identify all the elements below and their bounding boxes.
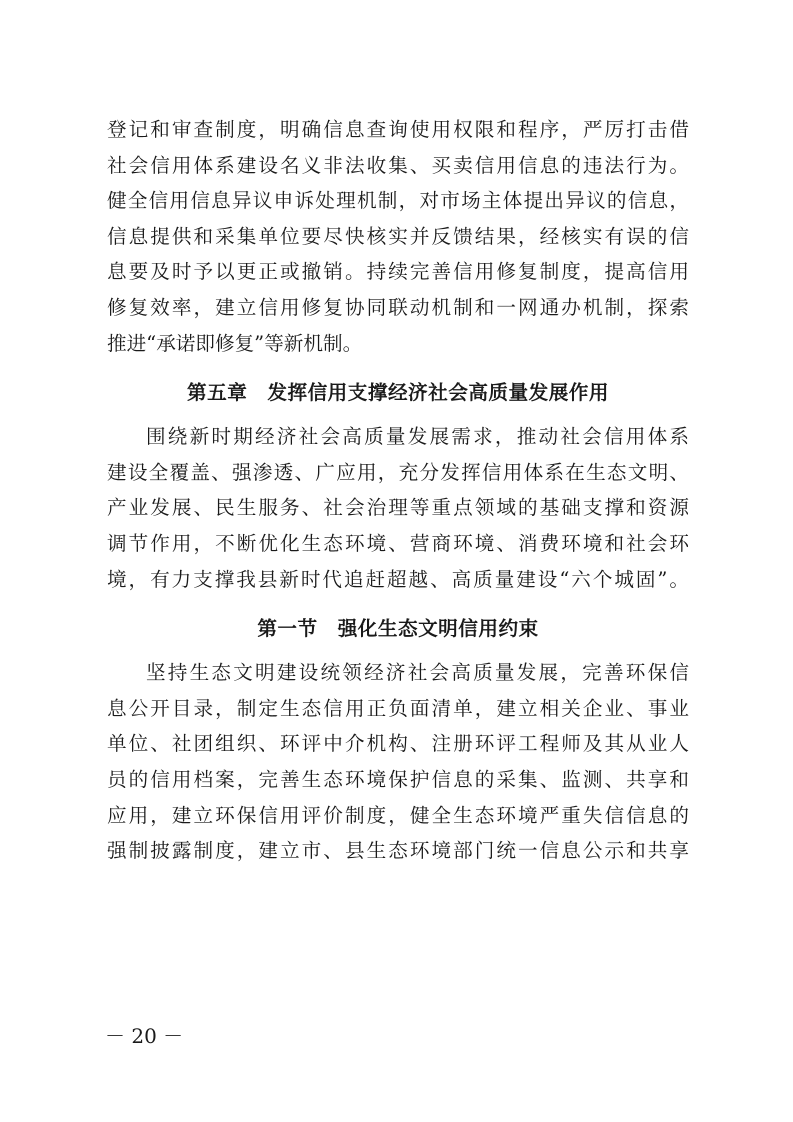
- section-heading: 第一节 强化生态文明信用约束: [257, 617, 539, 641]
- section-paragraph: [107, 655, 689, 869]
- paragraph-line: 息要及时予以更正或撤销。持续完善信用修复制度，提高信用: [107, 260, 689, 284]
- page-number: － 20 －: [105, 1024, 184, 1048]
- paragraph-line: 信息提供和采集单位要尽快核实并反馈结果，经核实有误的信: [107, 224, 689, 248]
- paragraph-line: 息公开目录，制定生态信用正负面清单，建立相关企业、事业: [107, 696, 689, 720]
- chapter-paragraph: [107, 419, 689, 597]
- paragraph-line: 建设全覆盖、强渗透、广应用，充分发挥信用体系在生态文明、: [107, 460, 689, 484]
- paragraph-line: 登记和审查制度，明确信息查询使用权限和程序，严厉打击借: [107, 118, 689, 141]
- paragraph-line: 健全信用信息异议申诉处理机制，对市场主体提出异议的信息，: [107, 189, 689, 213]
- chapter-heading: 第五章 发挥信用支撑经济社会高质量发展作用: [187, 381, 609, 405]
- paragraph-line: 推进“承诺即修复”等新机制。: [107, 331, 363, 355]
- paragraph-line: 围绕新时期经济社会高质量发展需求，推动社会信用体系: [146, 425, 689, 449]
- paragraph-line: 应用，建立环保信用评价制度，健全生态环境严重失信信息的: [107, 803, 689, 827]
- paragraph-line: 员的信用档案，完善生态环境保护信息的采集、监测、共享和: [107, 767, 689, 791]
- paragraph-line: 调节作用，不断优化生态环境、营商环境、消费环境和社会环: [107, 531, 689, 555]
- paragraph-line: 社会信用体系建设名义非法收集、买卖信用信息的违法行为。: [107, 153, 689, 177]
- paragraph-line: 坚持生态文明建设统领经济社会高质量发展，完善环保信: [146, 661, 689, 685]
- paragraph-line: 产业发展、民生服务、社会治理等重点领域的基础支撑和资源: [107, 496, 689, 520]
- continued-paragraph: [107, 112, 689, 361]
- paragraph-line: 单位、社团组织、环评中介机构、注册环评工程师及其从业人: [107, 732, 689, 756]
- paragraph-line: 修复效率，建立信用修复协同联动机制和一网通办机制，探索: [107, 295, 689, 319]
- paragraph-line: 强制披露制度，建立市、县生态环境部门统一信息公示和共享: [107, 839, 689, 863]
- paragraph-line: 境，有力支撑我县新时代追赶超越、高质量建设“六个城固”。: [107, 567, 689, 591]
- document-page: [107, 112, 689, 869]
